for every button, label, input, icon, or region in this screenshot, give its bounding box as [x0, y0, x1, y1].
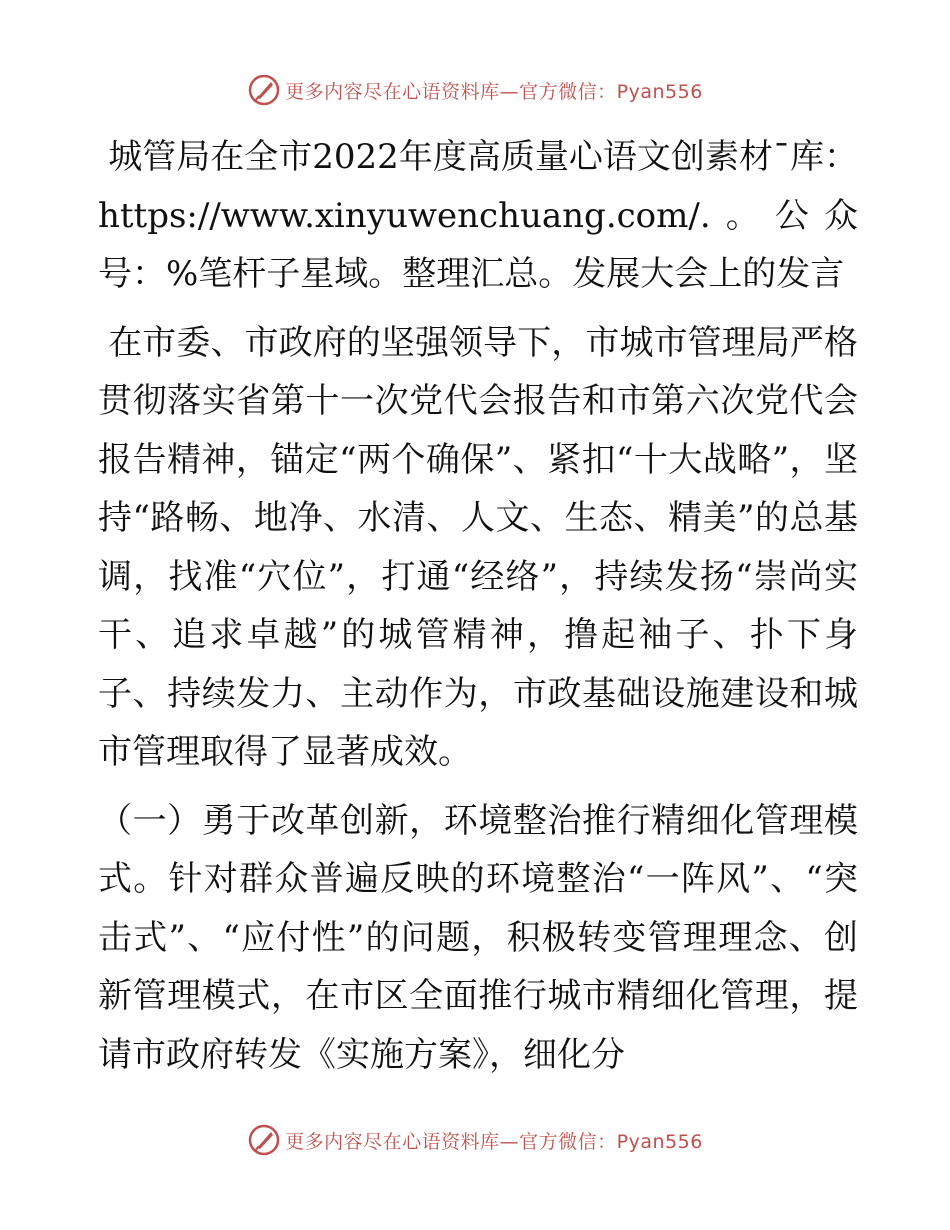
paragraph-intro: 在市委、市政府的坚强领导下，市城市管理局严格贯彻落实省第十一次党代会报告和市第六次党代会报告精神，锚定“两个确保”、紧扣“十大战略”，坚持“路畅、地净、水清、人文、生态、精美”的总基调，找准“穴位”，打通“经络”，持续发扬“崇尚实干、追求卓越”的城管精神，撸起袖子、扑下身子、持续发力、主动作为，市政基础设施建设和城市管理取得了显著成效。 [98, 322, 858, 772]
watermark-text: 更多内容尽在心语资料库—官方微信：Pyan556 [285, 1130, 703, 1153]
paragraph-section-one: （一）勇于改革创新，环境整治推行精细化管理模式。针对群众普遍反映的环境整治“一阵风”、“突击式”、“应付性”的问题，积极转变管理理念、创新管理模式，在市区全面推行城市精细化管理，提请市政府转发《实施方案》，细化分 [98, 800, 858, 1075]
feather-pen-logo-icon [247, 73, 281, 107]
watermark-text: 更多内容尽在心语资料库—官方微信：Pyan556 [285, 80, 703, 103]
document-body [98, 128, 858, 1084]
feather-pen-logo-icon [247, 1123, 281, 1157]
footer-watermark [0, 1122, 950, 1158]
header-watermark [0, 72, 950, 108]
paragraph-title: 城管局在全市2022年度高质量心语文创素材¯库：https://www.xinyuwenchuang.com/.。公众号：%笔杆子星域。整理汇总。发展大会上的发言 [98, 137, 858, 294]
